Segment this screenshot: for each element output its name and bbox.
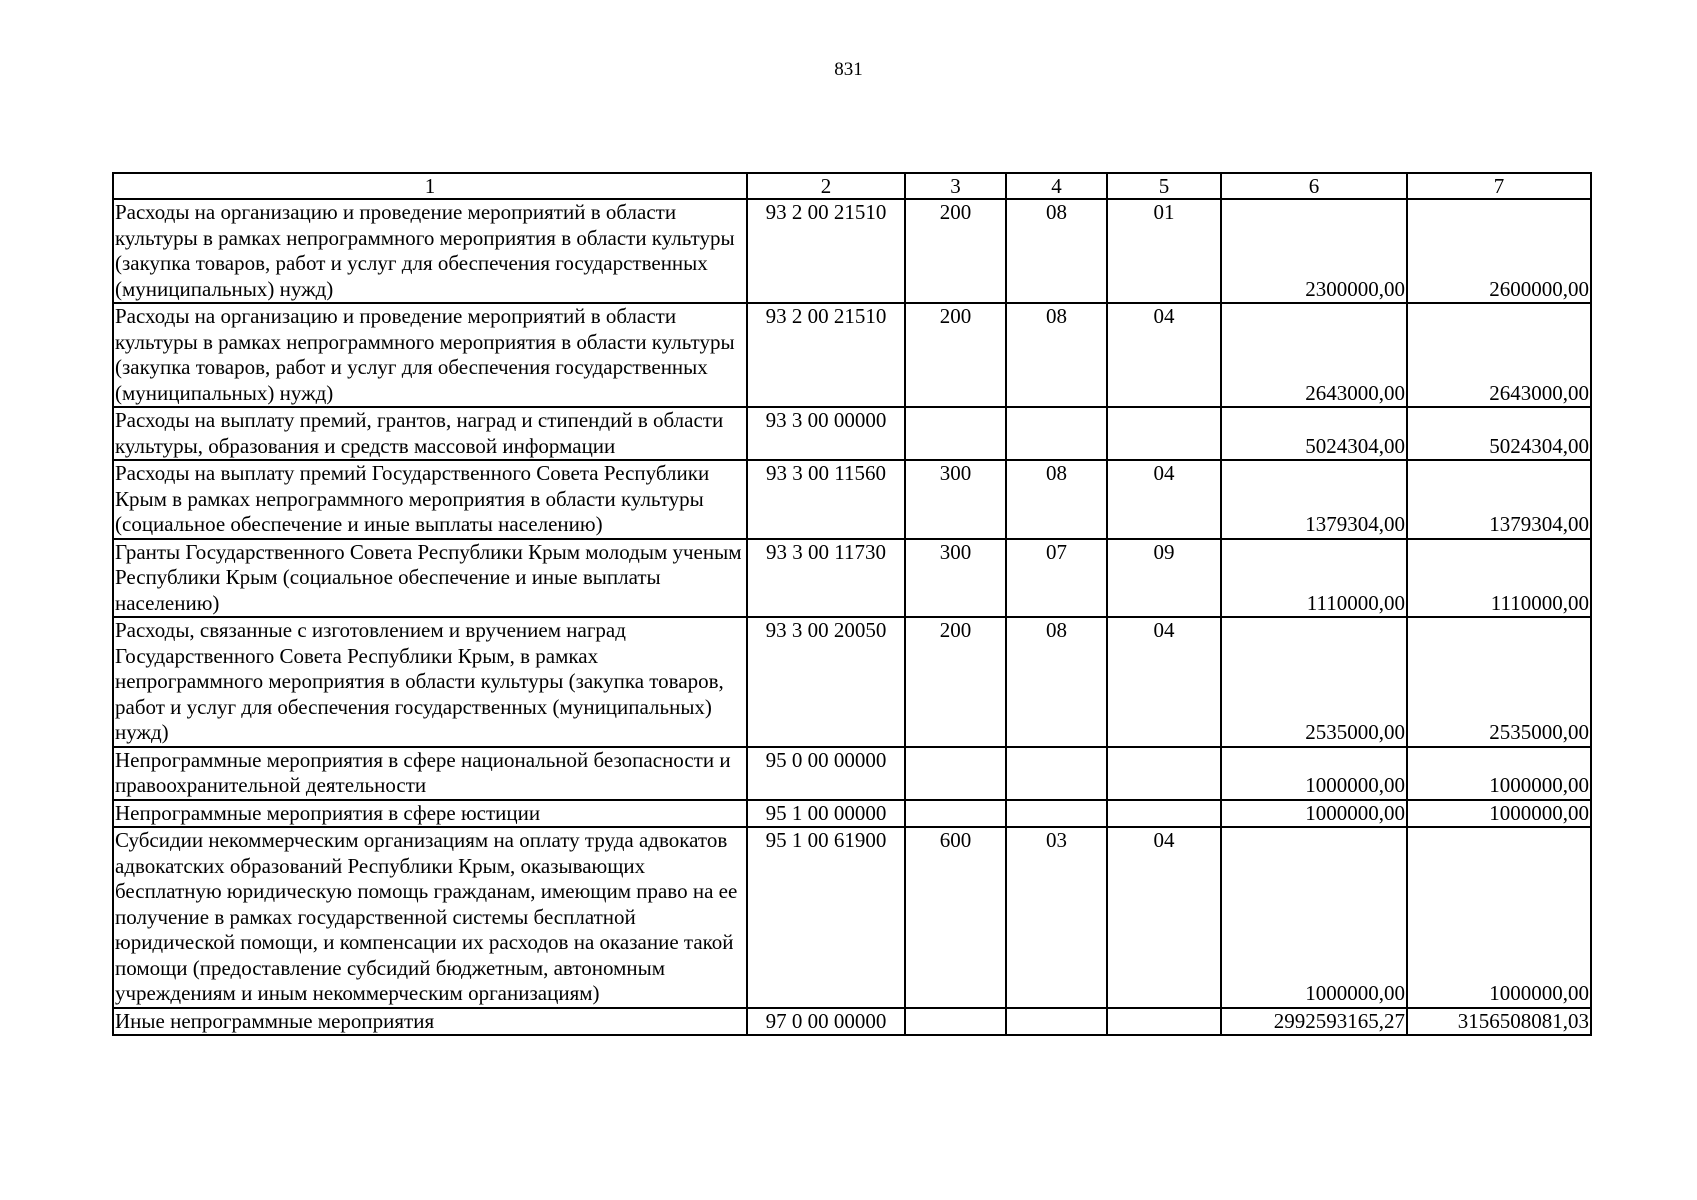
item-col5 bbox=[1107, 747, 1221, 800]
item-col4: 08 bbox=[1006, 303, 1107, 407]
item-code: 93 3 00 11730 bbox=[747, 539, 905, 618]
item-amount-7: 1379304,00 bbox=[1407, 460, 1591, 539]
item-col3 bbox=[905, 800, 1006, 828]
item-code: 95 1 00 00000 bbox=[747, 800, 905, 828]
item-amount-6: 1110000,00 bbox=[1221, 539, 1407, 618]
column-header-4: 4 bbox=[1006, 173, 1107, 199]
item-amount-6: 2300000,00 bbox=[1221, 199, 1407, 303]
item-col3: 200 bbox=[905, 617, 1006, 747]
item-col5: 01 bbox=[1107, 199, 1221, 303]
table-row bbox=[113, 199, 1591, 303]
item-col4: 08 bbox=[1006, 617, 1107, 747]
item-col3 bbox=[905, 747, 1006, 800]
item-col5: 04 bbox=[1107, 617, 1221, 747]
table-row bbox=[113, 539, 1591, 618]
item-code: 93 2 00 21510 bbox=[747, 199, 905, 303]
column-header-2: 2 bbox=[747, 173, 905, 199]
column-header-7: 7 bbox=[1407, 173, 1591, 199]
table-row bbox=[113, 303, 1591, 407]
item-col3: 200 bbox=[905, 199, 1006, 303]
budget-table bbox=[112, 172, 1592, 1036]
item-col5 bbox=[1107, 800, 1221, 828]
item-name: Непрограммные мероприятия в сфере юстиции bbox=[113, 800, 747, 828]
item-col4: 07 bbox=[1006, 539, 1107, 618]
item-name: Расходы на организацию и проведение мероприятий в области культуры в рамках непрограммного мероприятия в области культуры (закупка товаров, работ и услуг для обеспечения государственных (муниципальных) нужд) bbox=[113, 199, 747, 303]
item-col3: 200 bbox=[905, 303, 1006, 407]
item-name: Гранты Государственного Совета Республики Крым молодым ученым Республики Крым (социальное обеспечение и иные выплаты населению) bbox=[113, 539, 747, 618]
item-amount-6: 2643000,00 bbox=[1221, 303, 1407, 407]
item-code: 93 2 00 21510 bbox=[747, 303, 905, 407]
column-header-1: 1 bbox=[113, 173, 747, 199]
item-col4: 08 bbox=[1006, 199, 1107, 303]
item-amount-7: 3156508081,03 bbox=[1407, 1008, 1591, 1036]
item-col5: 04 bbox=[1107, 303, 1221, 407]
item-amount-7: 1000000,00 bbox=[1407, 827, 1591, 1008]
item-code: 95 1 00 61900 bbox=[747, 827, 905, 1008]
item-col4: 08 bbox=[1006, 460, 1107, 539]
item-code: 93 3 00 00000 bbox=[747, 407, 905, 460]
column-header-6: 6 bbox=[1221, 173, 1407, 199]
item-name: Субсидии некоммерческим организациям на оплату труда адвокатов адвокатских образований Республики Крым, оказывающих бесплатную юридическую помощь гражданам, имеющим право на ее получение в рамках государственной системы бесплатной юридической помощи, и компенсации их расходов на оказание такой помощи (предоставление субсидий бюджетным, автономным учреждениям и иным некоммерческим организациям) bbox=[113, 827, 747, 1008]
table-row bbox=[113, 617, 1591, 747]
column-header-5: 5 bbox=[1107, 173, 1221, 199]
item-amount-6: 5024304,00 bbox=[1221, 407, 1407, 460]
item-amount-6: 1379304,00 bbox=[1221, 460, 1407, 539]
item-amount-7: 1000000,00 bbox=[1407, 800, 1591, 828]
item-col3 bbox=[905, 1008, 1006, 1036]
item-code: 95 0 00 00000 bbox=[747, 747, 905, 800]
item-amount-7: 1000000,00 bbox=[1407, 747, 1591, 800]
item-amount-6: 1000000,00 bbox=[1221, 800, 1407, 828]
column-header-3: 3 bbox=[905, 173, 1006, 199]
table-row bbox=[113, 460, 1591, 539]
item-col5 bbox=[1107, 407, 1221, 460]
table-row bbox=[113, 747, 1591, 800]
item-amount-7: 5024304,00 bbox=[1407, 407, 1591, 460]
item-col3 bbox=[905, 407, 1006, 460]
item-amount-7: 2643000,00 bbox=[1407, 303, 1591, 407]
header-row bbox=[113, 173, 1591, 199]
item-amount-7: 1110000,00 bbox=[1407, 539, 1591, 618]
item-col4 bbox=[1006, 800, 1107, 828]
item-col3: 600 bbox=[905, 827, 1006, 1008]
item-col4 bbox=[1006, 747, 1107, 800]
table-row bbox=[113, 800, 1591, 828]
page-number: 831 bbox=[834, 59, 863, 80]
item-amount-6: 1000000,00 bbox=[1221, 827, 1407, 1008]
item-col5: 04 bbox=[1107, 827, 1221, 1008]
table-row bbox=[113, 827, 1591, 1008]
item-name: Расходы, связанные с изготовлением и вручением наград Государственного Совета Республики Крым, в рамках непрограммного мероприятия в области культуры (закупка товаров, работ и услуг для обеспечения государственных (муниципальных) нужд) bbox=[113, 617, 747, 747]
table-row bbox=[113, 1008, 1591, 1036]
item-name: Непрограммные мероприятия в сфере национальной безопасности и правоохранительной деятельности bbox=[113, 747, 747, 800]
item-code: 93 3 00 20050 bbox=[747, 617, 905, 747]
item-col5: 04 bbox=[1107, 460, 1221, 539]
item-col4 bbox=[1006, 1008, 1107, 1036]
item-col3: 300 bbox=[905, 539, 1006, 618]
item-col4 bbox=[1006, 407, 1107, 460]
item-col4: 03 bbox=[1006, 827, 1107, 1008]
table-row bbox=[113, 407, 1591, 460]
item-amount-7: 2600000,00 bbox=[1407, 199, 1591, 303]
item-col5 bbox=[1107, 1008, 1221, 1036]
item-name: Расходы на выплату премий Государственного Совета Республики Крым в рамках непрограммного мероприятия в области культуры (социальное обеспечение и иные выплаты населению) bbox=[113, 460, 747, 539]
item-col3: 300 bbox=[905, 460, 1006, 539]
item-name: Иные непрограммные мероприятия bbox=[113, 1008, 747, 1036]
item-amount-6: 2992593165,27 bbox=[1221, 1008, 1407, 1036]
item-code: 97 0 00 00000 bbox=[747, 1008, 905, 1036]
item-amount-7: 2535000,00 bbox=[1407, 617, 1591, 747]
item-code: 93 3 00 11560 bbox=[747, 460, 905, 539]
item-name: Расходы на выплату премий, грантов, наград и стипендий в области культуры, образования и средств массовой информации bbox=[113, 407, 747, 460]
item-col5: 09 bbox=[1107, 539, 1221, 618]
item-amount-6: 1000000,00 bbox=[1221, 747, 1407, 800]
item-name: Расходы на организацию и проведение мероприятий в области культуры в рамках непрограммного мероприятия в области культуры (закупка товаров, работ и услуг для обеспечения государственных (муниципальных) нужд) bbox=[113, 303, 747, 407]
item-amount-6: 2535000,00 bbox=[1221, 617, 1407, 747]
